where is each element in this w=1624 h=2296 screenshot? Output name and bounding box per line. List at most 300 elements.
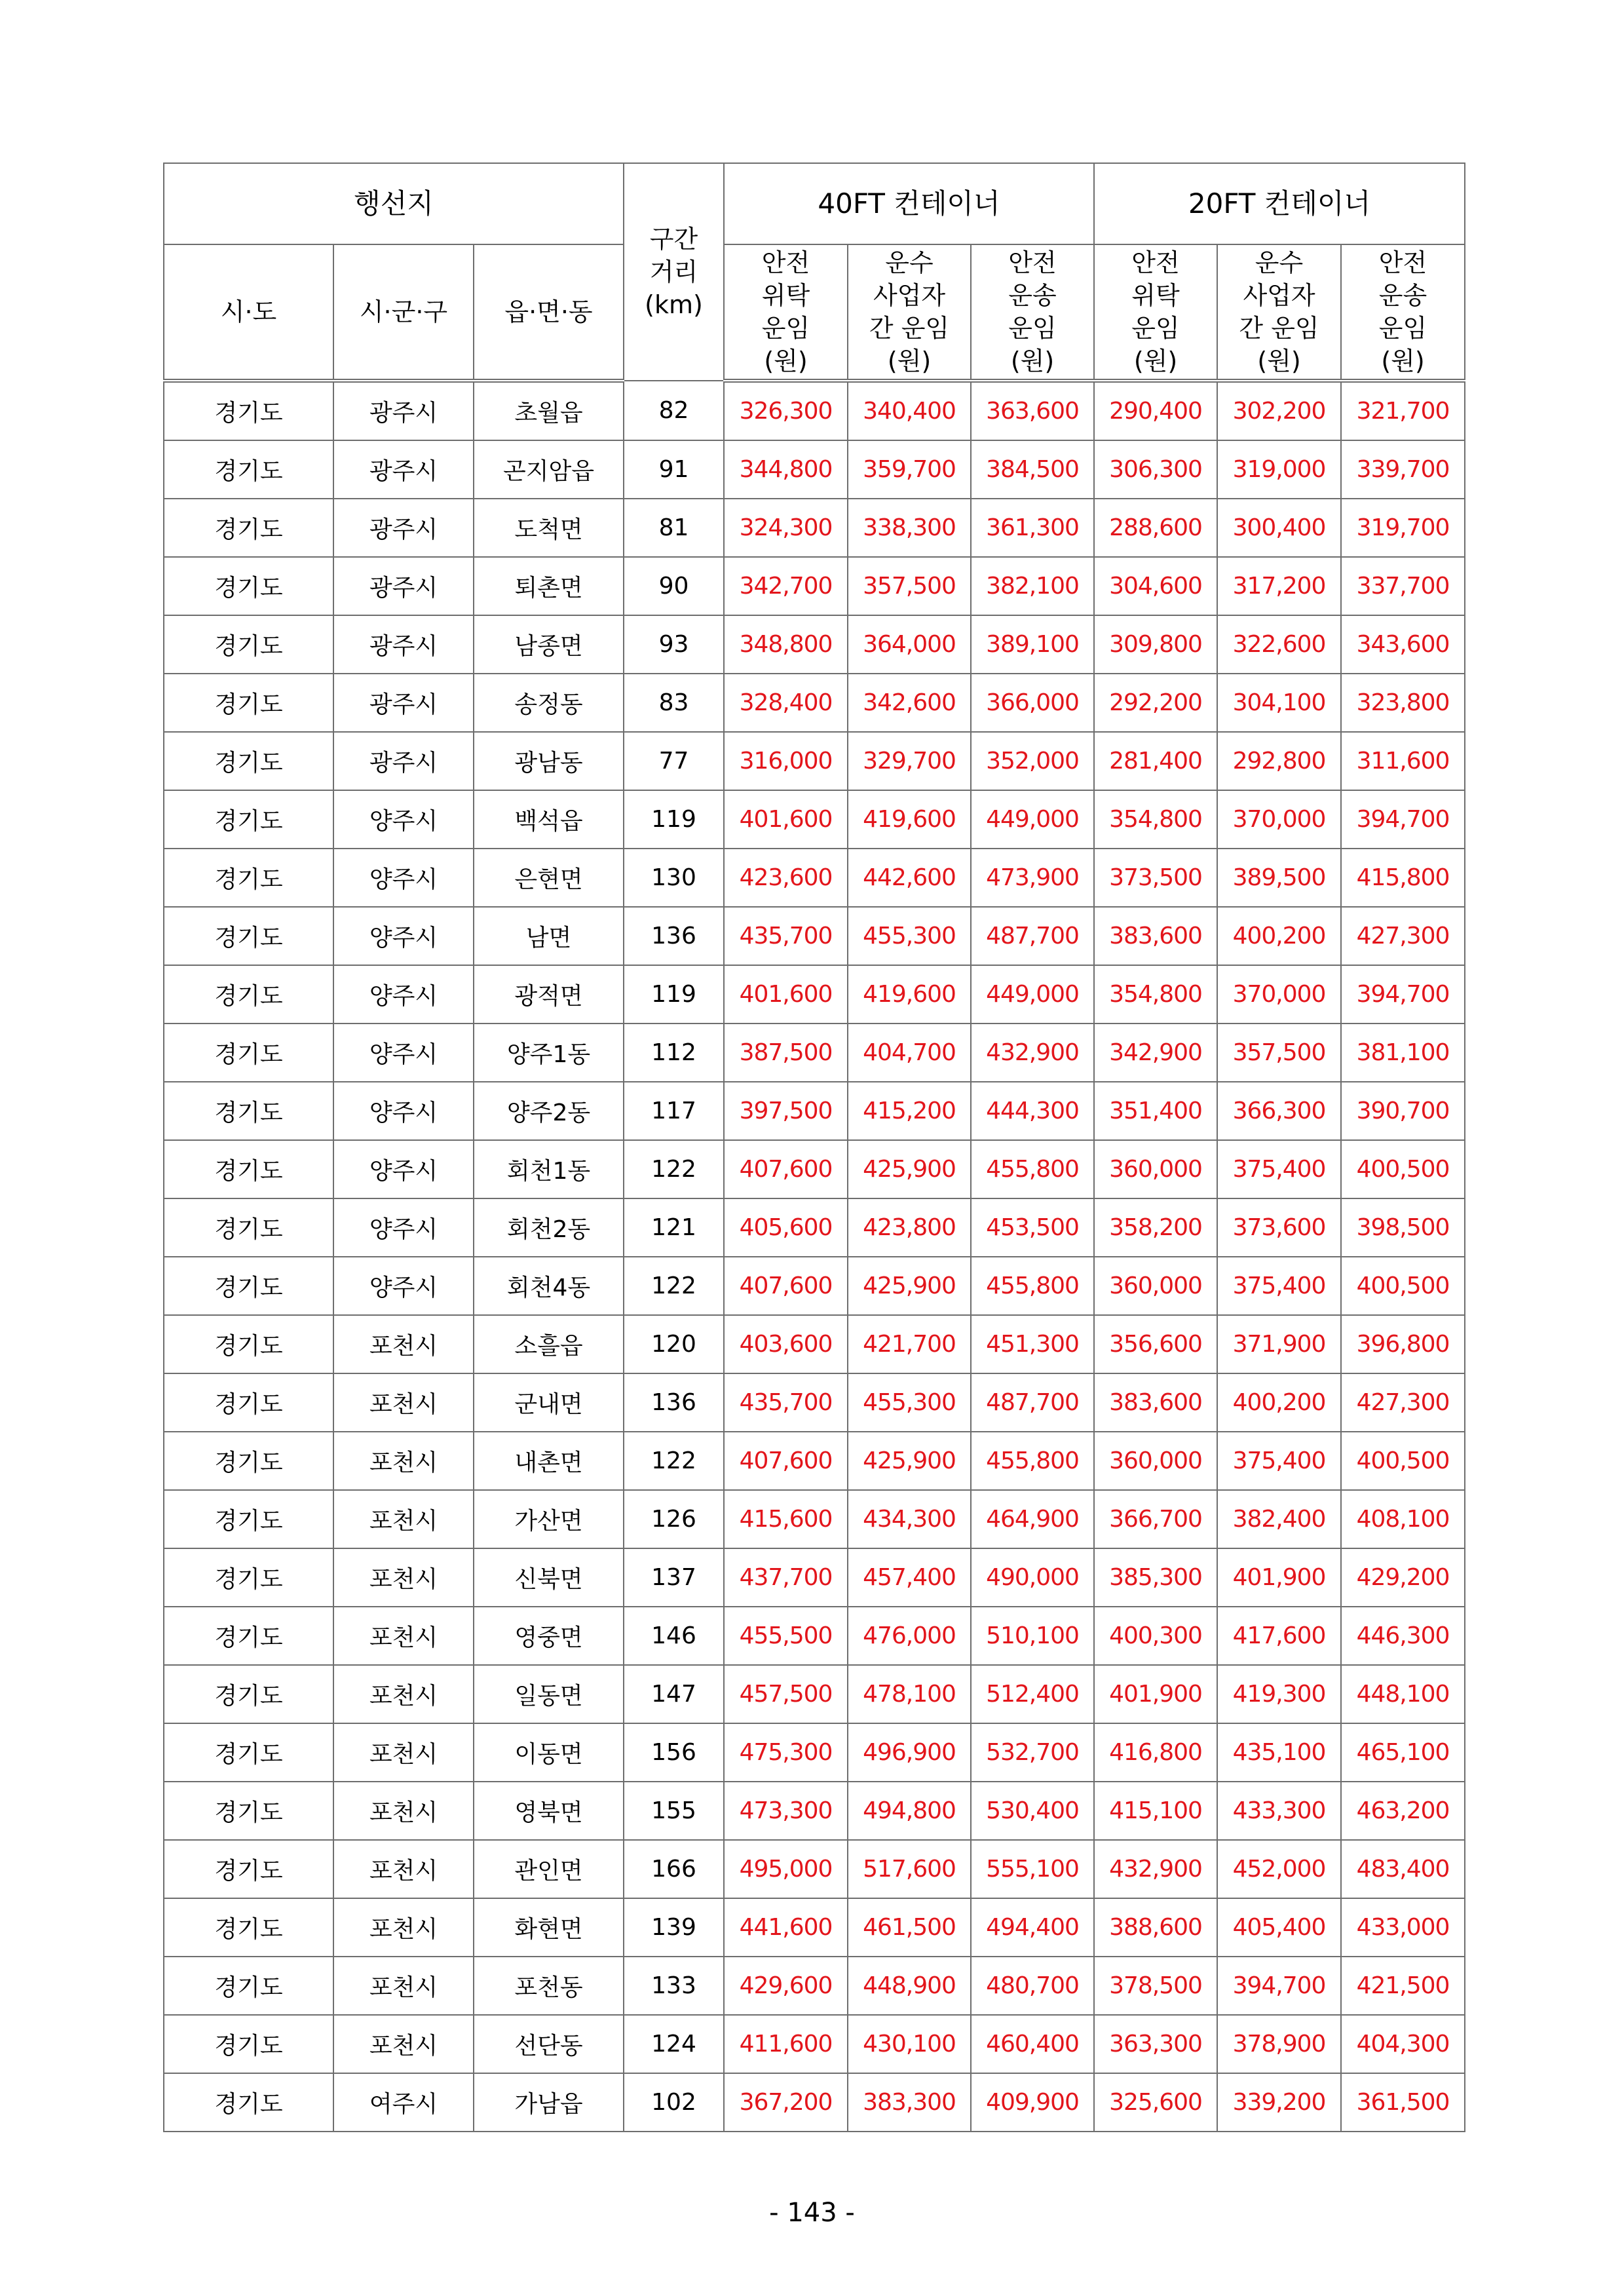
cell-40ft-safe-consign: 415,600 (724, 1490, 848, 1548)
cell-40ft-safe-transport: 532,700 (971, 1723, 1094, 1782)
header-sido: 시·도 (164, 244, 333, 381)
cell-20ft-safe-transport: 398,500 (1341, 1198, 1465, 1257)
cell-40ft-safe-transport: 455,800 (971, 1257, 1094, 1315)
cell-sigungu: 광주시 (333, 440, 474, 499)
cell-40ft-safe-consign: 328,400 (724, 674, 848, 732)
cell-sido: 경기도 (164, 381, 333, 440)
cell-eupmyeondong: 영중면 (474, 1607, 624, 1665)
cell-20ft-carrier: 394,700 (1217, 1957, 1341, 2015)
cell-sigungu: 포천시 (333, 1432, 474, 1490)
cell-40ft-carrier: 430,100 (848, 2015, 971, 2073)
cell-40ft-safe-transport: 409,900 (971, 2073, 1094, 2132)
cell-20ft-safe-consign: 281,400 (1094, 732, 1217, 790)
cell-sido: 경기도 (164, 1373, 333, 1432)
cell-20ft-safe-consign: 432,900 (1094, 1840, 1217, 1898)
table-row (164, 965, 1465, 1024)
cell-distance: 155 (624, 1782, 724, 1840)
cell-20ft-safe-transport: 400,500 (1341, 1432, 1465, 1490)
cell-40ft-safe-consign: 403,600 (724, 1315, 848, 1373)
header-20ft-carrier-rate: 운수 사업자 간 운임 (원) (1217, 244, 1341, 381)
table-row (164, 2015, 1465, 2073)
cell-40ft-carrier: 461,500 (848, 1898, 971, 1957)
cell-40ft-safe-transport: 464,900 (971, 1490, 1094, 1548)
cell-eupmyeondong: 초월읍 (474, 381, 624, 440)
cell-sido: 경기도 (164, 557, 333, 615)
cell-20ft-carrier: 435,100 (1217, 1723, 1341, 1782)
cell-eupmyeondong: 신북면 (474, 1548, 624, 1607)
cell-20ft-carrier: 400,200 (1217, 1373, 1341, 1432)
cell-40ft-carrier: 415,200 (848, 1082, 971, 1140)
cell-20ft-safe-transport: 394,700 (1341, 790, 1465, 849)
cell-40ft-carrier: 359,700 (848, 440, 971, 499)
cell-20ft-carrier: 417,600 (1217, 1607, 1341, 1665)
cell-20ft-safe-consign: 354,800 (1094, 965, 1217, 1024)
cell-40ft-safe-consign: 342,700 (724, 557, 848, 615)
cell-distance: 136 (624, 1373, 724, 1432)
cell-eupmyeondong: 소흘읍 (474, 1315, 624, 1373)
cell-20ft-safe-consign: 373,500 (1094, 849, 1217, 907)
cell-20ft-safe-transport: 390,700 (1341, 1082, 1465, 1140)
cell-sigungu: 포천시 (333, 1548, 474, 1607)
table-row (164, 557, 1465, 615)
cell-40ft-carrier: 342,600 (848, 674, 971, 732)
cell-sido: 경기도 (164, 499, 333, 557)
cell-40ft-safe-consign: 344,800 (724, 440, 848, 499)
cell-20ft-carrier: 319,000 (1217, 440, 1341, 499)
cell-40ft-safe-consign: 316,000 (724, 732, 848, 790)
cell-eupmyeondong: 남종면 (474, 615, 624, 674)
cell-20ft-safe-transport: 400,500 (1341, 1257, 1465, 1315)
cell-20ft-safe-consign: 288,600 (1094, 499, 1217, 557)
cell-20ft-carrier: 366,300 (1217, 1082, 1341, 1140)
cell-sido: 경기도 (164, 849, 333, 907)
table-row (164, 440, 1465, 499)
cell-20ft-carrier: 389,500 (1217, 849, 1341, 907)
cell-20ft-carrier: 375,400 (1217, 1257, 1341, 1315)
cell-sigungu: 포천시 (333, 1898, 474, 1957)
cell-sigungu: 광주시 (333, 557, 474, 615)
cell-20ft-carrier: 433,300 (1217, 1782, 1341, 1840)
table-row (164, 1315, 1465, 1373)
cell-20ft-carrier: 382,400 (1217, 1490, 1341, 1548)
cell-sigungu: 광주시 (333, 674, 474, 732)
cell-distance: 82 (624, 381, 724, 440)
cell-20ft-safe-transport: 463,200 (1341, 1782, 1465, 1840)
cell-40ft-safe-consign: 407,600 (724, 1432, 848, 1490)
table-row (164, 1898, 1465, 1957)
header-eupmyeondong: 읍·면·동 (474, 244, 624, 381)
cell-40ft-safe-transport: 366,000 (971, 674, 1094, 732)
cell-40ft-safe-transport: 480,700 (971, 1957, 1094, 2015)
cell-eupmyeondong: 송정동 (474, 674, 624, 732)
cell-sigungu: 포천시 (333, 1723, 474, 1782)
cell-20ft-carrier: 400,200 (1217, 907, 1341, 965)
table-row (164, 381, 1465, 440)
cell-40ft-carrier: 425,900 (848, 1432, 971, 1490)
cell-eupmyeondong: 군내면 (474, 1373, 624, 1432)
cell-20ft-safe-consign: 360,000 (1094, 1140, 1217, 1198)
cell-20ft-safe-consign: 354,800 (1094, 790, 1217, 849)
cell-sido: 경기도 (164, 1665, 333, 1723)
cell-distance: 117 (624, 1082, 724, 1140)
table-row (164, 1665, 1465, 1723)
cell-40ft-carrier: 419,600 (848, 790, 971, 849)
cell-eupmyeondong: 선단동 (474, 2015, 624, 2073)
cell-40ft-carrier: 404,700 (848, 1024, 971, 1082)
cell-eupmyeondong: 광남동 (474, 732, 624, 790)
cell-sido: 경기도 (164, 440, 333, 499)
cell-sido: 경기도 (164, 1432, 333, 1490)
cell-eupmyeondong: 영북면 (474, 1782, 624, 1840)
cell-sigungu: 광주시 (333, 499, 474, 557)
cell-40ft-safe-transport: 363,600 (971, 381, 1094, 440)
cell-40ft-safe-consign: 429,600 (724, 1957, 848, 2015)
cell-40ft-safe-consign: 401,600 (724, 965, 848, 1024)
cell-sigungu: 포천시 (333, 2015, 474, 2073)
cell-40ft-safe-transport: 432,900 (971, 1024, 1094, 1082)
header-40ft-safe-consign-rate: 안전 위탁 운임 (원) (724, 244, 848, 381)
cell-40ft-safe-consign: 348,800 (724, 615, 848, 674)
cell-40ft-safe-transport: 382,100 (971, 557, 1094, 615)
cell-20ft-safe-transport: 396,800 (1341, 1315, 1465, 1373)
cell-sido: 경기도 (164, 615, 333, 674)
header-40ft-container: 40FT 컨테이너 (724, 163, 1094, 244)
cell-sido: 경기도 (164, 674, 333, 732)
cell-sido: 경기도 (164, 1257, 333, 1315)
cell-20ft-safe-transport: 433,000 (1341, 1898, 1465, 1957)
page-number: - 143 - (769, 2198, 855, 2228)
cell-40ft-carrier: 340,400 (848, 381, 971, 440)
cell-distance: 136 (624, 907, 724, 965)
cell-20ft-safe-consign: 378,500 (1094, 1957, 1217, 2015)
table-row (164, 1723, 1465, 1782)
cell-sigungu: 양주시 (333, 790, 474, 849)
cell-20ft-safe-consign: 415,100 (1094, 1782, 1217, 1840)
cell-sido: 경기도 (164, 1898, 333, 1957)
header-distance: 구간 거리 (km) (624, 163, 724, 381)
cell-20ft-safe-consign: 351,400 (1094, 1082, 1217, 1140)
table-row (164, 1957, 1465, 2015)
cell-distance: 133 (624, 1957, 724, 2015)
cell-distance: 156 (624, 1723, 724, 1782)
cell-sigungu: 포천시 (333, 1607, 474, 1665)
cell-40ft-safe-consign: 423,600 (724, 849, 848, 907)
table-row (164, 907, 1465, 965)
cell-sido: 경기도 (164, 2073, 333, 2132)
cell-20ft-carrier: 375,400 (1217, 1140, 1341, 1198)
cell-distance: 93 (624, 615, 724, 674)
table-row (164, 790, 1465, 849)
cell-20ft-safe-consign: 304,600 (1094, 557, 1217, 615)
cell-sido: 경기도 (164, 965, 333, 1024)
table-row (164, 1024, 1465, 1082)
cell-distance: 83 (624, 674, 724, 732)
cell-distance: 91 (624, 440, 724, 499)
table-row (164, 1140, 1465, 1198)
cell-20ft-carrier: 419,300 (1217, 1665, 1341, 1723)
cell-distance: 146 (624, 1607, 724, 1665)
cell-20ft-carrier: 401,900 (1217, 1548, 1341, 1607)
cell-40ft-safe-transport: 352,000 (971, 732, 1094, 790)
cell-20ft-safe-consign: 366,700 (1094, 1490, 1217, 1548)
cell-40ft-safe-transport: 361,300 (971, 499, 1094, 557)
cell-sigungu: 양주시 (333, 907, 474, 965)
cell-40ft-safe-consign: 435,700 (724, 1373, 848, 1432)
cell-eupmyeondong: 가산면 (474, 1490, 624, 1548)
cell-sido: 경기도 (164, 1548, 333, 1607)
cell-40ft-safe-transport: 449,000 (971, 965, 1094, 1024)
cell-40ft-carrier: 364,000 (848, 615, 971, 674)
cell-40ft-carrier: 455,300 (848, 907, 971, 965)
cell-sido: 경기도 (164, 907, 333, 965)
cell-40ft-safe-consign: 457,500 (724, 1665, 848, 1723)
cell-distance: 122 (624, 1257, 724, 1315)
table-row (164, 674, 1465, 732)
cell-20ft-carrier: 304,100 (1217, 674, 1341, 732)
cell-20ft-safe-transport: 421,500 (1341, 1957, 1465, 2015)
cell-20ft-safe-transport: 337,700 (1341, 557, 1465, 615)
cell-sigungu: 광주시 (333, 615, 474, 674)
cell-sido: 경기도 (164, 732, 333, 790)
cell-eupmyeondong: 은현면 (474, 849, 624, 907)
cell-distance: 147 (624, 1665, 724, 1723)
cell-40ft-safe-consign: 441,600 (724, 1898, 848, 1957)
cell-20ft-safe-transport: 339,700 (1341, 440, 1465, 499)
cell-20ft-safe-consign: 306,300 (1094, 440, 1217, 499)
cell-40ft-safe-transport: 510,100 (971, 1607, 1094, 1665)
cell-20ft-carrier: 378,900 (1217, 2015, 1341, 2073)
cell-40ft-safe-transport: 384,500 (971, 440, 1094, 499)
cell-eupmyeondong: 일동면 (474, 1665, 624, 1723)
cell-40ft-safe-transport: 453,500 (971, 1198, 1094, 1257)
cell-40ft-carrier: 478,100 (848, 1665, 971, 1723)
cell-40ft-carrier: 421,700 (848, 1315, 971, 1373)
cell-eupmyeondong: 관인면 (474, 1840, 624, 1898)
cell-eupmyeondong: 가남읍 (474, 2073, 624, 2132)
cell-40ft-safe-transport: 460,400 (971, 2015, 1094, 2073)
table-row (164, 1257, 1465, 1315)
cell-20ft-safe-transport: 448,100 (1341, 1665, 1465, 1723)
cell-20ft-safe-consign: 356,600 (1094, 1315, 1217, 1373)
cell-sido: 경기도 (164, 790, 333, 849)
cell-sido: 경기도 (164, 1840, 333, 1898)
cell-sigungu: 양주시 (333, 849, 474, 907)
cell-20ft-safe-consign: 383,600 (1094, 907, 1217, 965)
cell-20ft-safe-transport: 321,700 (1341, 381, 1465, 440)
table-row (164, 2073, 1465, 2132)
cell-20ft-safe-transport: 400,500 (1341, 1140, 1465, 1198)
table-row (164, 1840, 1465, 1898)
cell-40ft-safe-consign: 435,700 (724, 907, 848, 965)
cell-20ft-safe-consign: 383,600 (1094, 1373, 1217, 1432)
cell-distance: 122 (624, 1432, 724, 1490)
table-row (164, 1082, 1465, 1140)
cell-20ft-carrier: 357,500 (1217, 1024, 1341, 1082)
cell-20ft-safe-consign: 360,000 (1094, 1432, 1217, 1490)
cell-40ft-safe-transport: 455,800 (971, 1140, 1094, 1198)
cell-20ft-safe-consign: 385,300 (1094, 1548, 1217, 1607)
cell-eupmyeondong: 화현면 (474, 1898, 624, 1957)
cell-40ft-carrier: 455,300 (848, 1373, 971, 1432)
header-40ft-carrier-rate: 운수 사업자 간 운임 (원) (848, 244, 971, 381)
cell-20ft-carrier: 371,900 (1217, 1315, 1341, 1373)
cell-40ft-safe-transport: 444,300 (971, 1082, 1094, 1140)
cell-40ft-carrier: 425,900 (848, 1140, 971, 1198)
cell-20ft-safe-transport: 465,100 (1341, 1723, 1465, 1782)
cell-eupmyeondong: 백석읍 (474, 790, 624, 849)
cell-distance: 121 (624, 1198, 724, 1257)
cell-sigungu: 여주시 (333, 2073, 474, 2132)
cell-sido: 경기도 (164, 1723, 333, 1782)
cell-20ft-safe-transport: 323,800 (1341, 674, 1465, 732)
cell-sigungu: 포천시 (333, 1373, 474, 1432)
cell-sigungu: 양주시 (333, 1082, 474, 1140)
cell-20ft-safe-transport: 394,700 (1341, 965, 1465, 1024)
cell-20ft-safe-consign: 401,900 (1094, 1665, 1217, 1723)
header-20ft-safe-transport-rate: 안전 운송 운임 (원) (1341, 244, 1465, 381)
header-20ft-container: 20FT 컨테이너 (1094, 163, 1465, 244)
cell-eupmyeondong: 도척면 (474, 499, 624, 557)
cell-20ft-carrier: 300,400 (1217, 499, 1341, 557)
cell-40ft-carrier: 448,900 (848, 1957, 971, 2015)
cell-40ft-safe-consign: 326,300 (724, 381, 848, 440)
cell-20ft-safe-consign: 360,000 (1094, 1257, 1217, 1315)
cell-sigungu: 양주시 (333, 965, 474, 1024)
header-sigungu: 시·군·구 (333, 244, 474, 381)
cell-40ft-carrier: 338,300 (848, 499, 971, 557)
cell-20ft-safe-transport: 429,200 (1341, 1548, 1465, 1607)
cell-40ft-safe-consign: 407,600 (724, 1257, 848, 1315)
cell-20ft-safe-consign: 290,400 (1094, 381, 1217, 440)
table-row (164, 615, 1465, 674)
cell-sido: 경기도 (164, 2015, 333, 2073)
cell-eupmyeondong: 이동면 (474, 1723, 624, 1782)
table-row (164, 732, 1465, 790)
cell-eupmyeondong: 남면 (474, 907, 624, 965)
cell-distance: 124 (624, 2015, 724, 2073)
header-20ft-safe-consign-rate: 안전 위탁 운임 (원) (1094, 244, 1217, 381)
cell-40ft-safe-consign: 401,600 (724, 790, 848, 849)
cell-20ft-safe-consign: 309,800 (1094, 615, 1217, 674)
cell-eupmyeondong: 광적면 (474, 965, 624, 1024)
cell-sigungu: 양주시 (333, 1024, 474, 1082)
cell-20ft-safe-consign: 292,200 (1094, 674, 1217, 732)
cell-20ft-carrier: 317,200 (1217, 557, 1341, 615)
cell-20ft-safe-transport: 319,700 (1341, 499, 1465, 557)
cell-eupmyeondong: 양주1동 (474, 1024, 624, 1082)
cell-sido: 경기도 (164, 1024, 333, 1082)
freight-rate-table (163, 163, 1465, 2132)
cell-20ft-carrier: 375,400 (1217, 1432, 1341, 1490)
cell-20ft-safe-transport: 483,400 (1341, 1840, 1465, 1898)
cell-40ft-carrier: 494,800 (848, 1782, 971, 1840)
cell-20ft-safe-consign: 342,900 (1094, 1024, 1217, 1082)
header-destination: 행선지 (164, 163, 624, 244)
cell-40ft-safe-transport: 490,000 (971, 1548, 1094, 1607)
cell-40ft-carrier: 419,600 (848, 965, 971, 1024)
cell-sido: 경기도 (164, 1782, 333, 1840)
cell-40ft-carrier: 425,900 (848, 1257, 971, 1315)
cell-distance: 112 (624, 1024, 724, 1082)
cell-20ft-safe-transport: 311,600 (1341, 732, 1465, 790)
cell-40ft-carrier: 517,600 (848, 1840, 971, 1898)
cell-20ft-safe-transport: 343,600 (1341, 615, 1465, 674)
cell-sigungu: 포천시 (333, 1665, 474, 1723)
cell-eupmyeondong: 포천동 (474, 1957, 624, 2015)
cell-20ft-carrier: 292,800 (1217, 732, 1341, 790)
cell-distance: 166 (624, 1840, 724, 1898)
cell-20ft-carrier: 370,000 (1217, 965, 1341, 1024)
cell-eupmyeondong: 곤지암읍 (474, 440, 624, 499)
table-row (164, 1607, 1465, 1665)
cell-40ft-safe-transport: 530,400 (971, 1782, 1094, 1840)
cell-20ft-safe-transport: 361,500 (1341, 2073, 1465, 2132)
cell-distance: 119 (624, 790, 724, 849)
cell-20ft-safe-consign: 325,600 (1094, 2073, 1217, 2132)
cell-eupmyeondong: 내촌면 (474, 1432, 624, 1490)
cell-40ft-carrier: 434,300 (848, 1490, 971, 1548)
cell-sigungu: 양주시 (333, 1198, 474, 1257)
cell-40ft-safe-consign: 387,500 (724, 1024, 848, 1082)
cell-sigungu: 포천시 (333, 1315, 474, 1373)
table-row (164, 1432, 1465, 1490)
cell-sido: 경기도 (164, 1607, 333, 1665)
cell-20ft-carrier: 339,200 (1217, 2073, 1341, 2132)
cell-sido: 경기도 (164, 1140, 333, 1198)
cell-20ft-safe-transport: 408,100 (1341, 1490, 1465, 1548)
cell-20ft-safe-transport: 427,300 (1341, 907, 1465, 965)
cell-40ft-safe-consign: 495,000 (724, 1840, 848, 1898)
cell-sido: 경기도 (164, 1490, 333, 1548)
cell-distance: 77 (624, 732, 724, 790)
cell-20ft-carrier: 452,000 (1217, 1840, 1341, 1898)
cell-distance: 90 (624, 557, 724, 615)
cell-40ft-safe-consign: 455,500 (724, 1607, 848, 1665)
cell-sigungu: 포천시 (333, 1490, 474, 1548)
cell-40ft-carrier: 329,700 (848, 732, 971, 790)
cell-sigungu: 광주시 (333, 381, 474, 440)
cell-sido: 경기도 (164, 1957, 333, 2015)
cell-40ft-carrier: 496,900 (848, 1723, 971, 1782)
cell-20ft-carrier: 322,600 (1217, 615, 1341, 674)
cell-20ft-safe-consign: 363,300 (1094, 2015, 1217, 2073)
cell-40ft-safe-transport: 487,700 (971, 907, 1094, 965)
cell-eupmyeondong: 양주2동 (474, 1082, 624, 1140)
cell-40ft-safe-consign: 405,600 (724, 1198, 848, 1257)
cell-distance: 130 (624, 849, 724, 907)
table-row (164, 1198, 1465, 1257)
cell-sido: 경기도 (164, 1315, 333, 1373)
cell-20ft-safe-consign: 416,800 (1094, 1723, 1217, 1782)
cell-40ft-safe-transport: 473,900 (971, 849, 1094, 907)
cell-40ft-safe-consign: 397,500 (724, 1082, 848, 1140)
cell-sido: 경기도 (164, 1198, 333, 1257)
cell-40ft-carrier: 383,300 (848, 2073, 971, 2132)
cell-20ft-safe-transport: 446,300 (1341, 1607, 1465, 1665)
cell-sigungu: 포천시 (333, 1782, 474, 1840)
cell-20ft-safe-consign: 400,300 (1094, 1607, 1217, 1665)
cell-40ft-safe-transport: 487,700 (971, 1373, 1094, 1432)
cell-40ft-safe-consign: 367,200 (724, 2073, 848, 2132)
cell-eupmyeondong: 회천4동 (474, 1257, 624, 1315)
cell-eupmyeondong: 회천2동 (474, 1198, 624, 1257)
cell-40ft-carrier: 423,800 (848, 1198, 971, 1257)
cell-40ft-safe-transport: 455,800 (971, 1432, 1094, 1490)
header-40ft-safe-transport-rate: 안전 운송 운임 (원) (971, 244, 1094, 381)
table-row (164, 1548, 1465, 1607)
cell-20ft-carrier: 405,400 (1217, 1898, 1341, 1957)
cell-40ft-safe-consign: 324,300 (724, 499, 848, 557)
